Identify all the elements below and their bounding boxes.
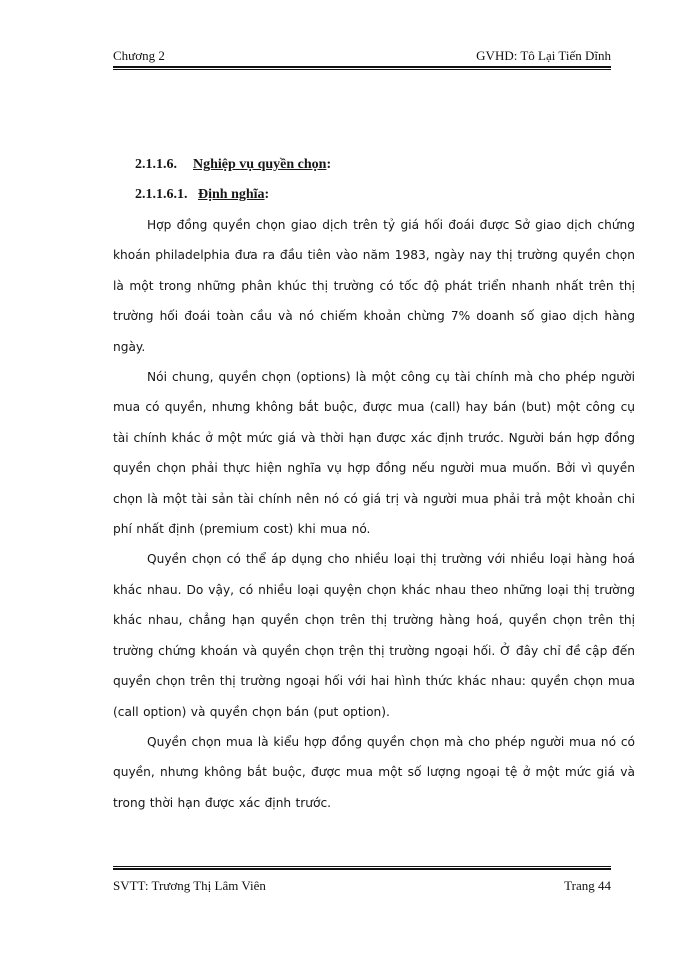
footer-rule	[113, 866, 611, 870]
paragraph-4: Quyền chọn mua là kiểu hợp đồng quyền chọn mà cho phép người mua nó có quyền, nhưng không bắt buộc, được mua một số lượng ngoại tệ ở một mức giá và trong thời hạn được xác định trước.	[113, 734, 635, 810]
subsection-colon: :	[264, 187, 270, 202]
header-advisor: GVHD: Tô Lại Tiến Dĩnh	[476, 48, 611, 63]
section-number: 2.1.1.6.	[135, 157, 177, 172]
header-chapter: Chương 2	[113, 48, 165, 63]
page-footer	[113, 874, 611, 896]
section-colon: :	[326, 157, 332, 172]
section-heading	[135, 150, 635, 180]
footer-page-number: Trang 44	[564, 878, 611, 893]
subsection-number: 2.1.1.6.1.	[135, 187, 188, 202]
page-header	[113, 44, 611, 68]
page-body	[113, 150, 635, 818]
paragraph-3: Quyền chọn có thể áp dụng cho nhiều loại thị trường với nhiều loại hàng hoá khác nhau. Do vậy, có nhiều loại quyện chọn khác nhau theo những loại thị trường khác nhau, chẳng hạn quyền chọn trên thị trường hàng hoá, quyền chọn trên thị trường chứng khoán và quyền chọn trện thị trường ngoại hối. Ở đây chỉ đề cập đến quyền chọn trên thị trường ngoại hối với hai hình thức khác nhau: quyền chọn mua (call option) và quyền chọn bán (put option).	[113, 552, 635, 719]
subsection-title: Định nghĩa	[198, 187, 265, 202]
subsection-heading	[135, 180, 635, 210]
section-title: Nghiệp vụ quyền chọn	[193, 157, 327, 172]
header-rule	[113, 66, 611, 70]
footer-student: SVTT: Trương Thị Lâm Viên	[113, 878, 266, 893]
paragraph-2: Nói chung, quyền chọn (options) là một công cụ tài chính mà cho phép người mua có quyền, nhưng không bắt buộc, được mua (call) hay bán (but) một công cụ tài chính khác ở một mức giá và thời hạn được xác định trước. Người bán hợp đồng quyền chọn phải thực hiện nghĩa vụ hợp đồng nếu người mua muốn. Bởi vì quyền chọn là một tài sản tài chính nên nó có giá trị và người mua phải trả một khoản chi phí nhất định (premium cost) khi mua nó.	[113, 370, 635, 537]
paragraph-1: Hợp đồng quyền chọn giao dịch trên tỷ giá hối đoái được Sở giao dịch chứng khoán philadelphia đưa ra đầu tiên vào năm 1983, ngày nay thị trường quyền chọn là một trong những phân khúc thị trường có tốc độ phát triển nhanh nhất trên thị trường hối đoái toàn cầu và nó chiếm khoản chừng 7% doanh số giao dịch hàng ngày.	[113, 218, 635, 354]
